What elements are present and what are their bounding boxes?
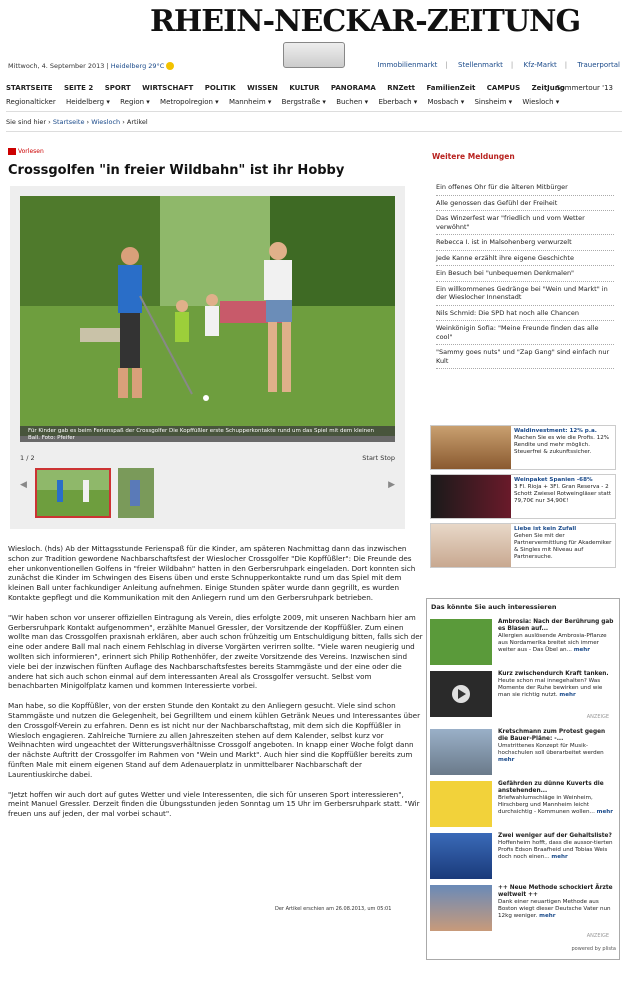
breadcrumb-prefix: Sie sind hier bbox=[6, 118, 47, 126]
nav-startseite[interactable]: STARTSEITE bbox=[6, 84, 53, 92]
nav-mannheim[interactable]: Mannheim ▾ bbox=[228, 98, 272, 106]
news-link[interactable]: Nils Schmid: Die SPD hat noch alle Chancen bbox=[436, 306, 614, 322]
recommendation-title: Das könnte Sie auch interessieren bbox=[431, 603, 557, 611]
recommendation-headline: Gefährden zu dünne Kuverts die anstehenden... bbox=[498, 781, 604, 794]
news-link[interactable]: Ein willkommenes Gedränge bei "Wein und Markt" in der Wieslocher Innenstadt bbox=[436, 282, 614, 306]
recommendation-image bbox=[430, 729, 492, 775]
next-arrow-icon[interactable]: ▶ bbox=[388, 480, 395, 490]
breadcrumb-wiesloch[interactable]: Wiesloch bbox=[91, 118, 121, 126]
nav-wiesloch[interactable]: Wiesloch ▾ bbox=[522, 98, 560, 106]
breadcrumb-artikel: Artikel bbox=[126, 118, 148, 126]
breadcrumb-divider bbox=[6, 131, 622, 132]
link-trauerportal[interactable]: Trauerportal bbox=[577, 61, 620, 69]
nav-divider bbox=[6, 111, 622, 112]
ad-waldinvestment[interactable] bbox=[430, 425, 616, 470]
article-body bbox=[8, 544, 423, 829]
more-link[interactable]: mehr bbox=[539, 913, 556, 919]
recommendation-item[interactable] bbox=[430, 885, 618, 931]
crest-icon bbox=[283, 42, 345, 68]
ad-image bbox=[431, 524, 511, 567]
recommendation-image bbox=[430, 885, 492, 931]
sidebar-title: Weitere Meldungen bbox=[432, 152, 515, 161]
play-icon bbox=[430, 671, 492, 717]
vorlesen-button[interactable] bbox=[8, 148, 44, 155]
news-link[interactable]: Ein offenes Ohr für die älteren Mitbürger bbox=[436, 180, 614, 196]
ad-title: Liebe ist kein Zufall bbox=[514, 526, 577, 532]
ad-text: Machen Sie es wie die Profis. 12% Rendite und mehr möglich. Steuerfrei & zukunftssicher. bbox=[514, 435, 610, 455]
recommendation-text: Briefwahlumschläge in Weinheim, Hirschberg und Mannheim leicht durchsichtig - Kommunen wollen... bbox=[498, 795, 595, 815]
recommendation-box bbox=[426, 598, 620, 960]
ad-title: Weinpaket Spanien -68% bbox=[514, 477, 593, 483]
current-date: Mittwoch, 4. September 2013 bbox=[8, 62, 105, 70]
image-gallery bbox=[10, 186, 405, 529]
gallery-counter: 1 / 2 bbox=[20, 454, 35, 462]
recommendation-headline: Ambrosia: Nach der Berührung gab es Blasen auf... bbox=[498, 619, 614, 632]
ad-partnersuche[interactable] bbox=[430, 523, 616, 568]
main-nav bbox=[6, 84, 622, 96]
link-kfz-markt[interactable]: Kfz-Markt bbox=[523, 61, 557, 69]
recommendation-headline: ++ Neue Methode schockiert Ärzte weltweit ++ bbox=[498, 885, 613, 898]
anzeige-label: ANZEIGE bbox=[586, 933, 609, 939]
gallery-thumbnail[interactable] bbox=[35, 468, 111, 518]
recommendation-text: Umstrittenes Konzept für Musik-hochschulen soll überarbeitet werden bbox=[498, 743, 604, 756]
nav-panorama[interactable]: PANORAMA bbox=[330, 84, 376, 92]
anzeige-label: ANZEIGE bbox=[586, 714, 609, 720]
ad-weinpaket[interactable] bbox=[430, 474, 616, 519]
nav-wissen[interactable]: WISSEN bbox=[247, 84, 278, 92]
breadcrumb: Sie sind hier › Startseite › Wiesloch › Artikel bbox=[6, 118, 148, 126]
link-stellenmarkt[interactable]: Stellenmarkt bbox=[458, 61, 503, 69]
news-link[interactable]: Das Winzerfest war "friedlich und vom Wetter verwöhnt" bbox=[436, 211, 614, 235]
recommendation-item[interactable] bbox=[430, 671, 618, 717]
recommendation-item[interactable] bbox=[430, 833, 618, 879]
article-headline: Crossgolfen "in freier Wildbahn" ist ihr Hobby bbox=[8, 163, 345, 178]
recommendation-headline: Kretschmann zum Protest gegen die Bauer-Pläne: -... bbox=[498, 729, 606, 742]
nav-mosbach[interactable]: Mosbach ▾ bbox=[427, 98, 465, 106]
nav-metropolregion[interactable]: Metropolregion ▾ bbox=[160, 98, 219, 106]
nav-wirtschaft[interactable]: WIRTSCHAFT bbox=[142, 84, 194, 92]
more-news-list bbox=[436, 180, 614, 369]
news-link[interactable]: "Sammy goes nuts" und "Zap Gang" sind einfach nur Kult bbox=[436, 345, 614, 369]
recommendation-headline: Zwei weniger auf der Gehaltsliste? bbox=[498, 833, 612, 839]
article-paragraph: "Wir haben schon vor unserer offiziellen Eintragung als Verein, dies erfolgte 2009, mit unseren Nachbarn hier am Gerbersruhpark Kontakt aufgenommen", erzählte Manuel Gressler, der Vorsitzende der Kopffüßler. Zum einen wollte man das Crossgolfen praxisnah erklären, aber auch schon frühzeitig um Entschuldigung bitten, falls sich der eine oder andere Ball mal nach einem Fehlschlag in diverse Vorgärten verirren sollte. "Viele waren neugierig und wollten sich informieren", erinnert sich Philip Rothenhöfer, der zweite Vorsitzende des Vereins. Inzwischen sind viele bei der inzwischen fünften Auflage des Nachbarschaftsfestes bereits Stammgäste und der eine oder die andere hat sich auch schon einmal auf dem interessanten Areal als Crossgolfer versucht. Selbst vom benachbarten Minigolfplatz kamen und kommen Interessierte vorbei. bbox=[8, 612, 423, 691]
article-paragraph: Wiesloch. (hds) Ab der Mittagsstunde Ferienspaß für die Kinder, am späteren Nachmittag dann das inzwischen schon zur Tradition gewordene Nachbarschaftsfest der Wieslocher Crossgolfer "Die Kopffüßler": Die Freunde des eher unkonventionellen Golfens in "freier Wildbahn" hatten in den Gerbersruhpark eingeladen. Dort konnten sich zunächst die Kinder im Schwingen des Eisens üben und erste Schnupperkontakte rund um das Spiel mit dem kleinen Ball unter fachkundiger Anleitung aufnehmen. Einige Stunden später wurde dann gegrillt, es wurden Kontakte gepflegt und die Kommunikation mit den Anliegern rund um den Gerbersruhpark betrieben. bbox=[8, 544, 416, 602]
breadcrumb-startseite[interactable]: Startseite bbox=[52, 118, 85, 126]
nav-sinsheim[interactable]: Sinsheim ▾ bbox=[474, 98, 513, 106]
ad-text: Gehen Sie mit der Partnervermittlung für Akademiker & Singles mit Niveau auf Partnersuche. bbox=[514, 533, 612, 560]
recommendation-text: Dank einer neuartigen Methode aus Boston wiegt dieser Deutsche Vater nun 12kg weniger. bbox=[498, 899, 611, 919]
dateline: Mittwoch, 4. September 2013 | Heidelberg 29°C bbox=[8, 62, 174, 70]
nav-sport[interactable]: SPORT bbox=[104, 84, 131, 92]
recommendation-image bbox=[430, 833, 492, 879]
recommendation-headline: Kurz zwischendurch Kraft tanken. bbox=[498, 671, 609, 677]
news-link[interactable]: Ein Besuch bei "unbequemen Denkmalen" bbox=[436, 266, 614, 282]
ad-title: Waldinvestment: 12% p.a. bbox=[514, 428, 597, 434]
sun-icon bbox=[166, 62, 174, 70]
article-paragraph: "Jetzt hoffen wir auch dort auf gutes Wetter und viele Interessenten, die sich für unseren Sport interessieren", meint Manuel Gressler. Derzeit finden die Übungsstunden jeden Sonntag um 15 Uhr im Gerbersruhpark statt. "Wir freuen uns auf jeden, der mal vorbei schaut". bbox=[8, 789, 420, 819]
more-link[interactable]: mehr bbox=[573, 647, 591, 653]
recommendation-text: Allergien auslösende Ambrosia-Pflanze aus Nordamerika breitet sich immer weiter aus - Das Übel an... bbox=[498, 633, 607, 653]
newspaper-logo[interactable]: RHEIN-NECKAR-ZEITUNG bbox=[150, 4, 581, 39]
nav-region[interactable]: Region ▾ bbox=[120, 98, 150, 106]
recommendation-image bbox=[430, 671, 492, 717]
more-link[interactable]: mehr bbox=[498, 757, 515, 763]
recommendation-text: Hoffenheim hofft, dass die aussor-tierten Profis Edson Braafheid und Tobias Weis doch noch einen... bbox=[498, 840, 613, 860]
recommendation-item[interactable] bbox=[430, 619, 618, 665]
ad-image bbox=[431, 475, 511, 518]
nav-regionalticker[interactable]: Regionalticker bbox=[6, 98, 56, 106]
nav-familienzeit[interactable]: FamilienZeit bbox=[426, 84, 476, 92]
recommendation-image bbox=[430, 781, 492, 827]
nav-seite-2[interactable]: SEITE 2 bbox=[63, 84, 94, 92]
recommendation-text: Heute schon mal innegehalten? Was Momente der Ruhe bewirken und wie man sie richtig nutzt. bbox=[498, 678, 603, 698]
masthead bbox=[0, 0, 628, 52]
publication-date: Der Artikel erschien am 26.08.2013, um 05:01 bbox=[275, 906, 392, 912]
nav-zeitjung[interactable]: ZeitJung bbox=[531, 84, 565, 92]
powered-by-plista[interactable]: powered by plista bbox=[571, 946, 616, 952]
nav-kultur[interactable]: KULTUR bbox=[289, 84, 320, 92]
gallery-photo[interactable] bbox=[20, 196, 395, 436]
news-link[interactable]: Weinkönigin Sofia: "Meine Freunde finden das alle cool" bbox=[436, 321, 614, 345]
news-link[interactable]: Alle genossen das Gefühl der Freiheit bbox=[436, 196, 614, 212]
more-link[interactable]: mehr bbox=[596, 809, 614, 815]
nav-buchen[interactable]: Buchen ▾ bbox=[336, 98, 369, 106]
more-link[interactable]: mehr bbox=[551, 854, 568, 860]
sidebar-ads bbox=[430, 425, 616, 572]
slideshow-toggle[interactable]: Start Stop bbox=[362, 454, 395, 462]
service-links: Immobilienmarkt | Stellenmarkt | Kfz-Markt | Trauerportal bbox=[377, 61, 620, 69]
nav-bergstrasse[interactable]: Bergstraße ▾ bbox=[281, 98, 326, 106]
nav-sommertour[interactable]: Sommertour '13 bbox=[556, 84, 613, 92]
link-immobilienmarkt[interactable]: Immobilienmarkt bbox=[377, 61, 438, 69]
news-link[interactable]: Rebecca I. ist in Malsohenberg verwurzelt bbox=[436, 235, 614, 251]
nav-eberbach[interactable]: Eberbach ▾ bbox=[378, 98, 418, 106]
prev-arrow-icon[interactable]: ◀ bbox=[20, 480, 27, 490]
recommendation-item[interactable] bbox=[430, 781, 618, 827]
article-paragraph: Man habe, so die Kopffüßler, von der ersten Stunde den Kontakt zu den Anliegern gesucht. Viele sind schon Stammgäste und nutzen die Gelegenheit, bei Gegrilltem und einem kühlen Getränk Neues und Interessantes über den Crossgolf-Verein zu erfahren. Denn es ist nicht nur der Nachbarschaftstag, mit dem sich die Kopffüßler in Wiesloch engagieren. Zahlreiche Turniere zu allen Jahreszeiten stehen auf dem Kalender, selbst kurz vor Weihnachten wird ungeachtet der Witterungsverhältnisse Crossgolf angeboten. In knapp einer Woche folgt dann der nächste Auftritt der Crossgolfer im Rahmen von "Wein und Markt". Auch hier sind die Kopffüßler bereits zum fünften Male mit einem eigenen Stand auf dem Adenauerplatz in unmittelbarer Nachbarschaft der Laurentiuskirche dabei. bbox=[8, 701, 421, 779]
nav-heidelberg[interactable]: Heidelberg ▾ bbox=[65, 98, 110, 106]
speaker-icon bbox=[8, 148, 16, 155]
ad-text: 3 Fl. Rioja + 3Fl. Gran Reserva - 2 Schott Zwiesel Rotweingläser statt 79,70€ nur 34,90€! bbox=[514, 484, 612, 504]
nav-campus[interactable]: CAMPUS bbox=[486, 84, 521, 92]
recommendation-image bbox=[430, 619, 492, 665]
recommendation-item[interactable] bbox=[430, 729, 618, 775]
weather-link[interactable]: Heidelberg 29°C bbox=[110, 62, 165, 70]
regional-nav bbox=[6, 98, 622, 110]
ad-image bbox=[431, 426, 511, 469]
vorlesen-label: Vorlesen bbox=[18, 148, 44, 155]
photo-caption: Für Kinder gab es beim Ferienspaß der Crossgolfer Die Kopffüßler erste Schupperkontakte rund um das Spiel mit dem kleinen Ball. Foto: Pfeifer bbox=[20, 426, 395, 442]
more-link[interactable]: mehr bbox=[559, 692, 576, 698]
news-link[interactable]: Jede Kanne erzählt ihre eigene Geschichte bbox=[436, 251, 614, 267]
nav-rnzett[interactable]: RNZett bbox=[387, 84, 415, 92]
nav-politik[interactable]: POLITIK bbox=[204, 84, 236, 92]
gallery-thumbnail[interactable] bbox=[118, 468, 154, 518]
